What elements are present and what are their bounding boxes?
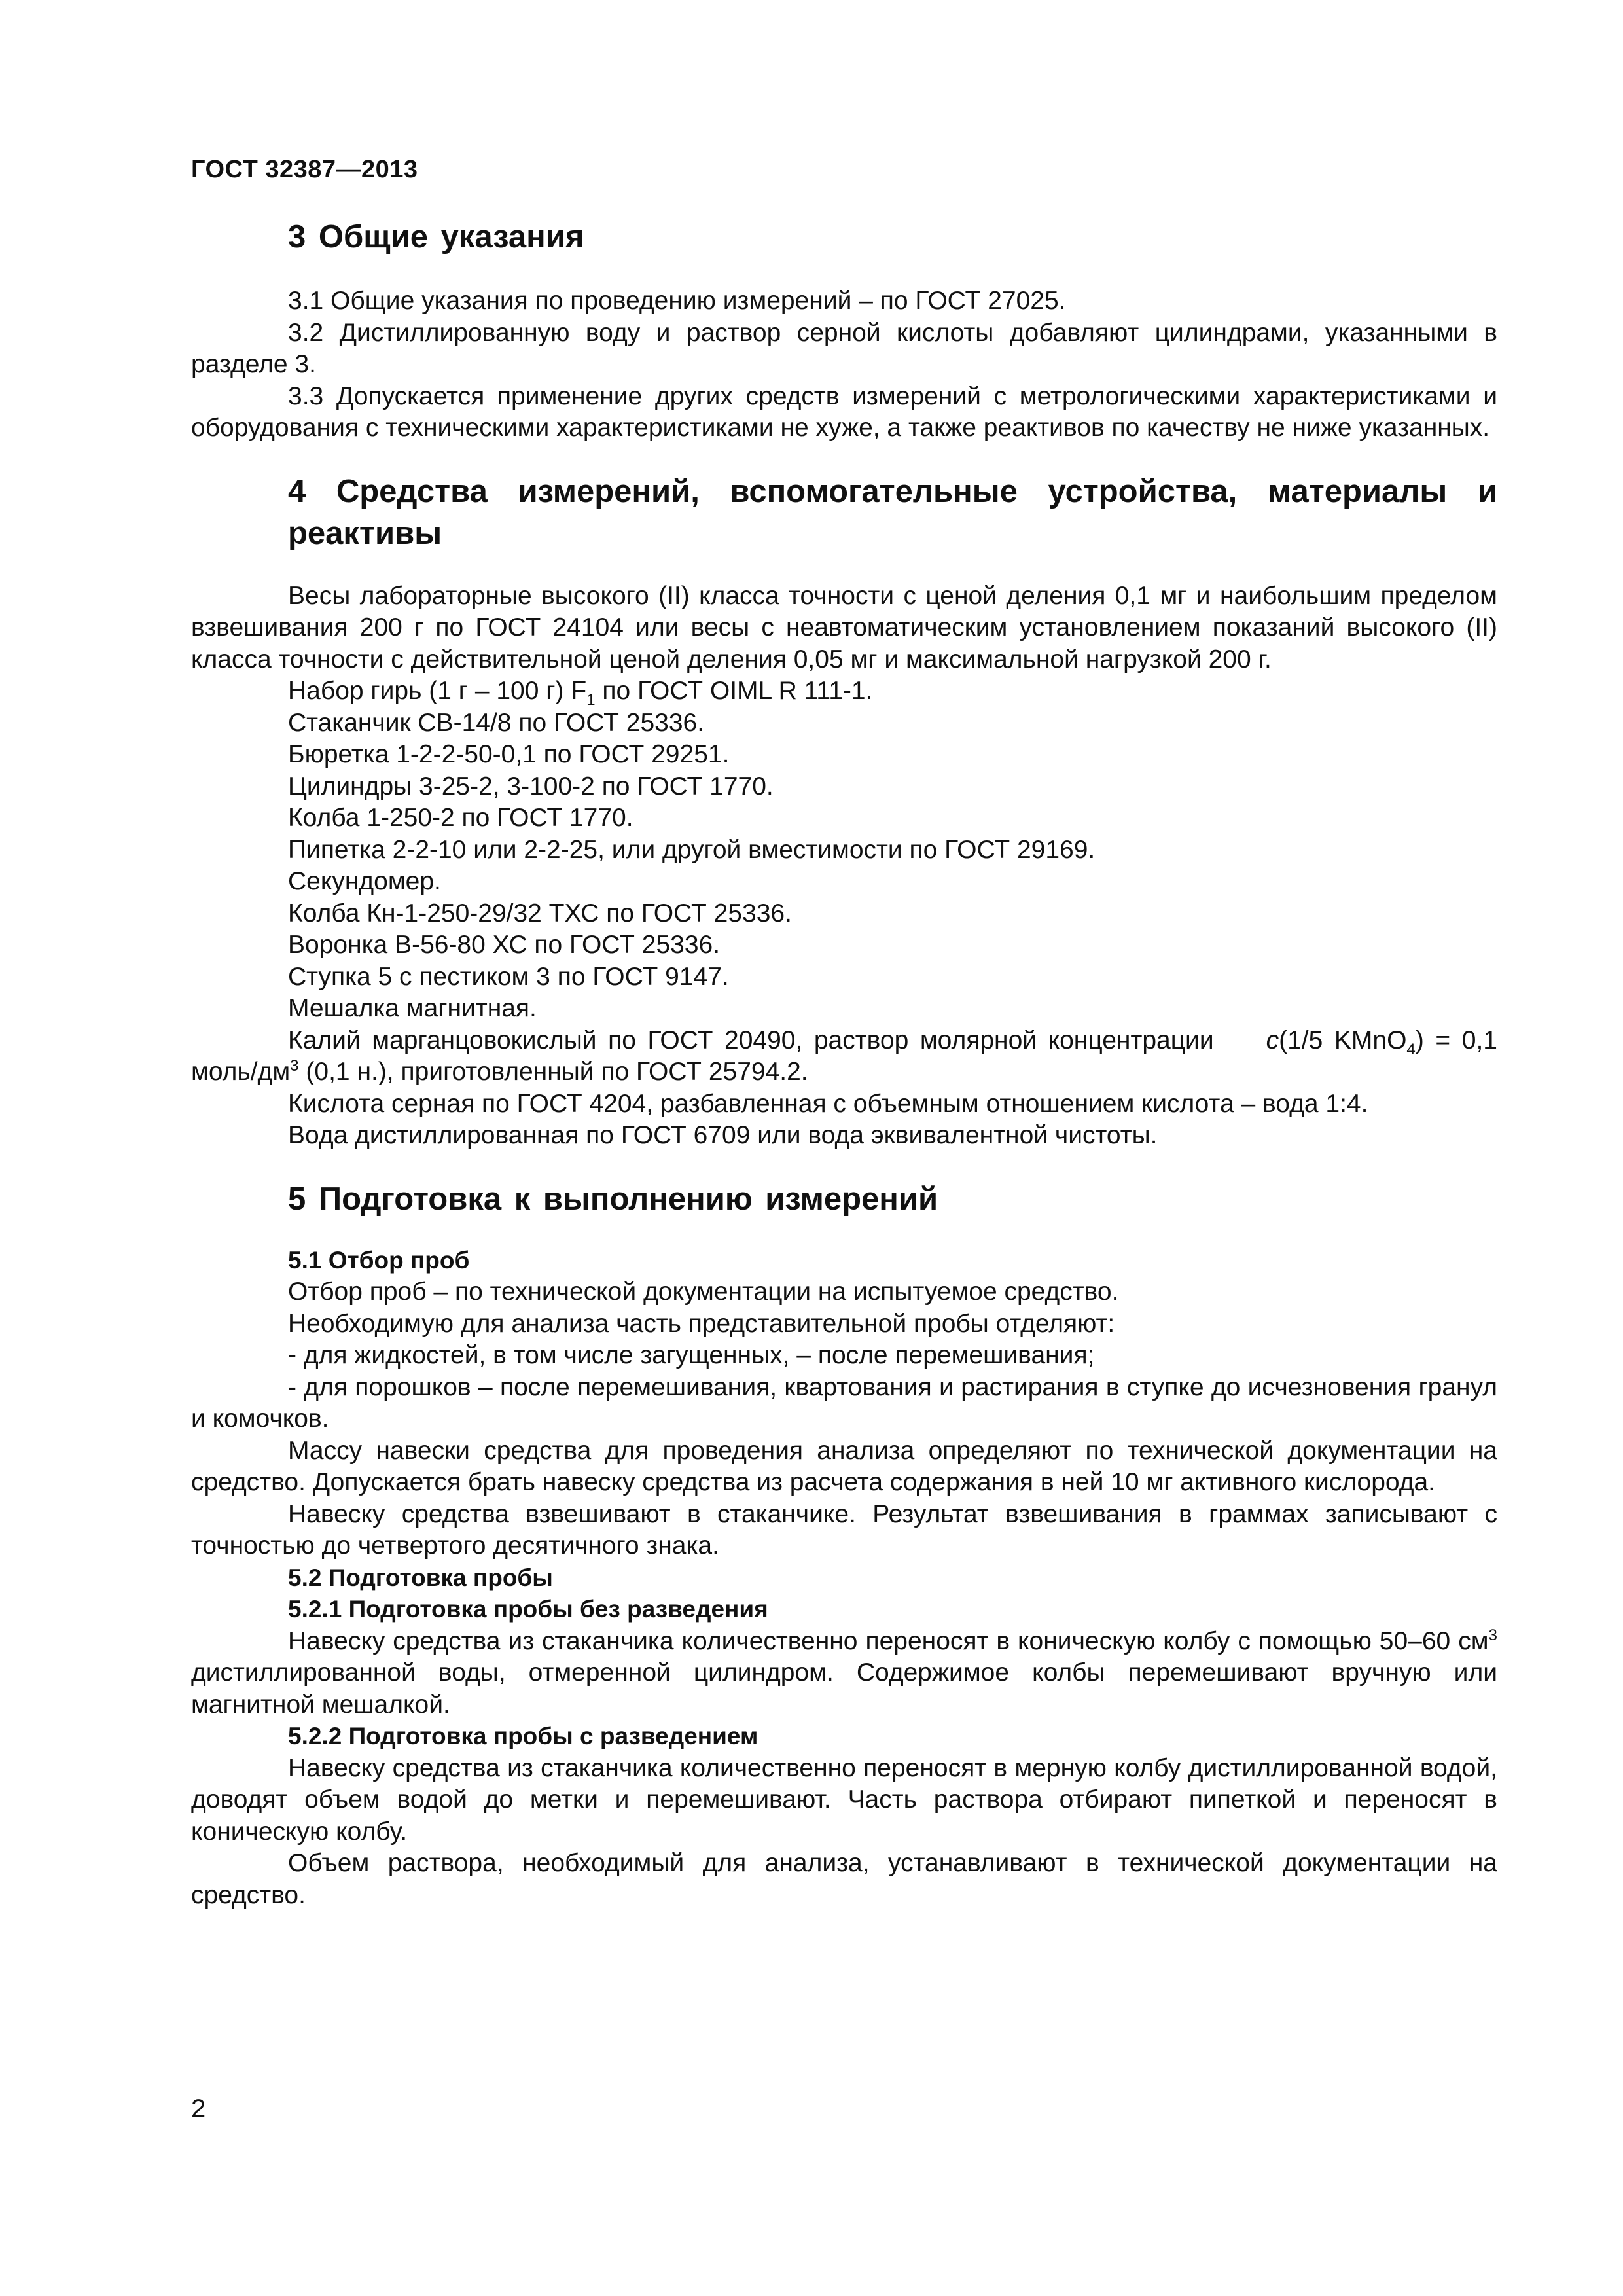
subsection-5-1-title: 5.1 Отбор проб	[288, 1246, 470, 1274]
paragraph-5-2-1: Навеску средства из стаканчика количественно переносят в коническую колбу с помощью 50–60 $см^3$ дистиллированной воды, отмеренной цилиндром. Содержимое колбы перемешивают вручную или магнитной мешалкой.	[191, 1626, 1497, 1719]
subsection-5-2-title: 5.2 Подготовка пробы	[288, 1564, 553, 1591]
subsection-5-2-1-title: 5.2.1 Подготовка пробы без разведения	[288, 1596, 768, 1623]
standard-header: ГОСТ 32387—2013	[191, 156, 418, 183]
section-3-title: 3 Общие указания	[288, 219, 584, 255]
paragraph-3-3: 3.3 Допускается применение других средств измерений с метрологическими характеристиками и оборудования с техническими характеристиками не хуже, а также реактивов по качеству не ниже указанных.	[191, 382, 1497, 442]
equipment-item: Пипетка 2-2-10 или 2-2-25, или другой вместимости по ГОСТ 29169.	[288, 835, 1096, 864]
section-4-title: 4 Средства измерений, вспомогательные устройства, материалы и реактивы	[288, 473, 1497, 551]
paragraph-5-1-d: - для порошков – после перемешивания, квартования и растирания в ступке до исчезновения гранул и комочков.	[191, 1372, 1497, 1433]
equipment-item: Цилиндры 3-25-2, 3-100-2 по ГОСТ 1770.	[288, 772, 774, 800]
paragraph-5-1-f: Навеску средства взвешивают в стаканчике. Результат взвешивания в граммах записывают с точностью до четвертого десятичного знака.	[191, 1499, 1497, 1560]
paragraph-3-2: 3.2 Дистиллированную воду и раствор серной кислоты добавляют цилиндрами, указанными в разделе 3.	[191, 318, 1497, 378]
paragraph-3-1: 3.1 Общие указания по проведению измерений – по ГОСТ 27025.	[288, 287, 1066, 315]
equipment-item: Воронка В-56-80 ХС по ГОСТ 25336.	[288, 931, 721, 959]
paragraph-scales: Весы лабораторные высокого (II) класса точности с ценой деления 0,1 мг и наибольшим пределом взвешивания 200 г по ГОСТ 24104 или весы с неавтоматическим установлением показаний высокого (II) класса точности с действительной ценой деления 0,05 мг и максимальной нагрузкой 200 г.	[191, 581, 1497, 673]
paragraph-5-2-2-a: Навеску средства из стаканчика количественно переносят в мерную колбу дистиллированной водой, доводят объем водой до метки и перемешивают. Часть раствора отбирают пипеткой и переносят в коническую колбу.	[191, 1753, 1497, 1846]
equipment-item: Стаканчик СВ-14/8 по ГОСТ 25336.	[288, 708, 705, 737]
paragraph-5-2-2-b: Объем раствора, необходимый для анализа, устанавливают в технической документации на средство.	[191, 1849, 1497, 1909]
paragraph-water: Вода дистиллированная по ГОСТ 6709 или вода эквивалентной чистоты.	[288, 1121, 1158, 1149]
section-5-title: 5 Подготовка к выполнению измерений	[288, 1181, 938, 1217]
subsection-5-2-2-title: 5.2.2 Подготовка пробы с разведением	[288, 1723, 758, 1749]
paragraph-5-1-c: - для жидкостей, в том числе загущенных, – после перемешивания;	[288, 1341, 1095, 1369]
paragraph-5-1-e: Массу навески средства для проведения анализа определяют по технической документации на средство. Допускается брать навеску средства из расчета содержания в ней 10 мг активного кислорода.	[191, 1436, 1497, 1496]
paragraph-5-1-a: Отбор проб – по технической документации на испытуемое средство.	[288, 1278, 1119, 1306]
equipment-item: Ступка 5 с пестиком 3 по ГОСТ 9147.	[288, 962, 729, 991]
paragraph-5-1-b: Необходимую для анализа часть представительной пробы отделяют:	[288, 1309, 1115, 1338]
paragraph-acid: Кислота серная по ГОСТ 4204, разбавленная с объемным отношением кислота – вода 1:4.	[288, 1089, 1368, 1118]
page-number: 2	[191, 2094, 206, 2123]
equipment-item: Бюретка 1-2-2-50-0,1 по ГОСТ 29251.	[288, 740, 730, 768]
equipment-item: Колба 1-250-2 по ГОСТ 1770.	[288, 804, 633, 832]
page-content	[191, 216, 1497, 1911]
equipment-item: Мешалка магнитная.	[288, 994, 537, 1022]
equipment-item: Колба Кн-1-250-29/32 ТХС по ГОСТ 25336.	[288, 899, 792, 927]
paragraph-weights: Набор гирь (1 г – 100 г) $F_1$ по ГОСТ OIML R 111-1.	[288, 677, 873, 709]
equipment-item: Секундомер.	[288, 867, 441, 895]
paragraph-kmno4: Калий марганцовокислый по ГОСТ 20490, раствор молярной концентрации c(1/5 KMnO$_4$) = 0,1 моль/$дм^3$ (0,1 н.), приготовленный по ГОСТ 25794.2.	[191, 1026, 1497, 1086]
